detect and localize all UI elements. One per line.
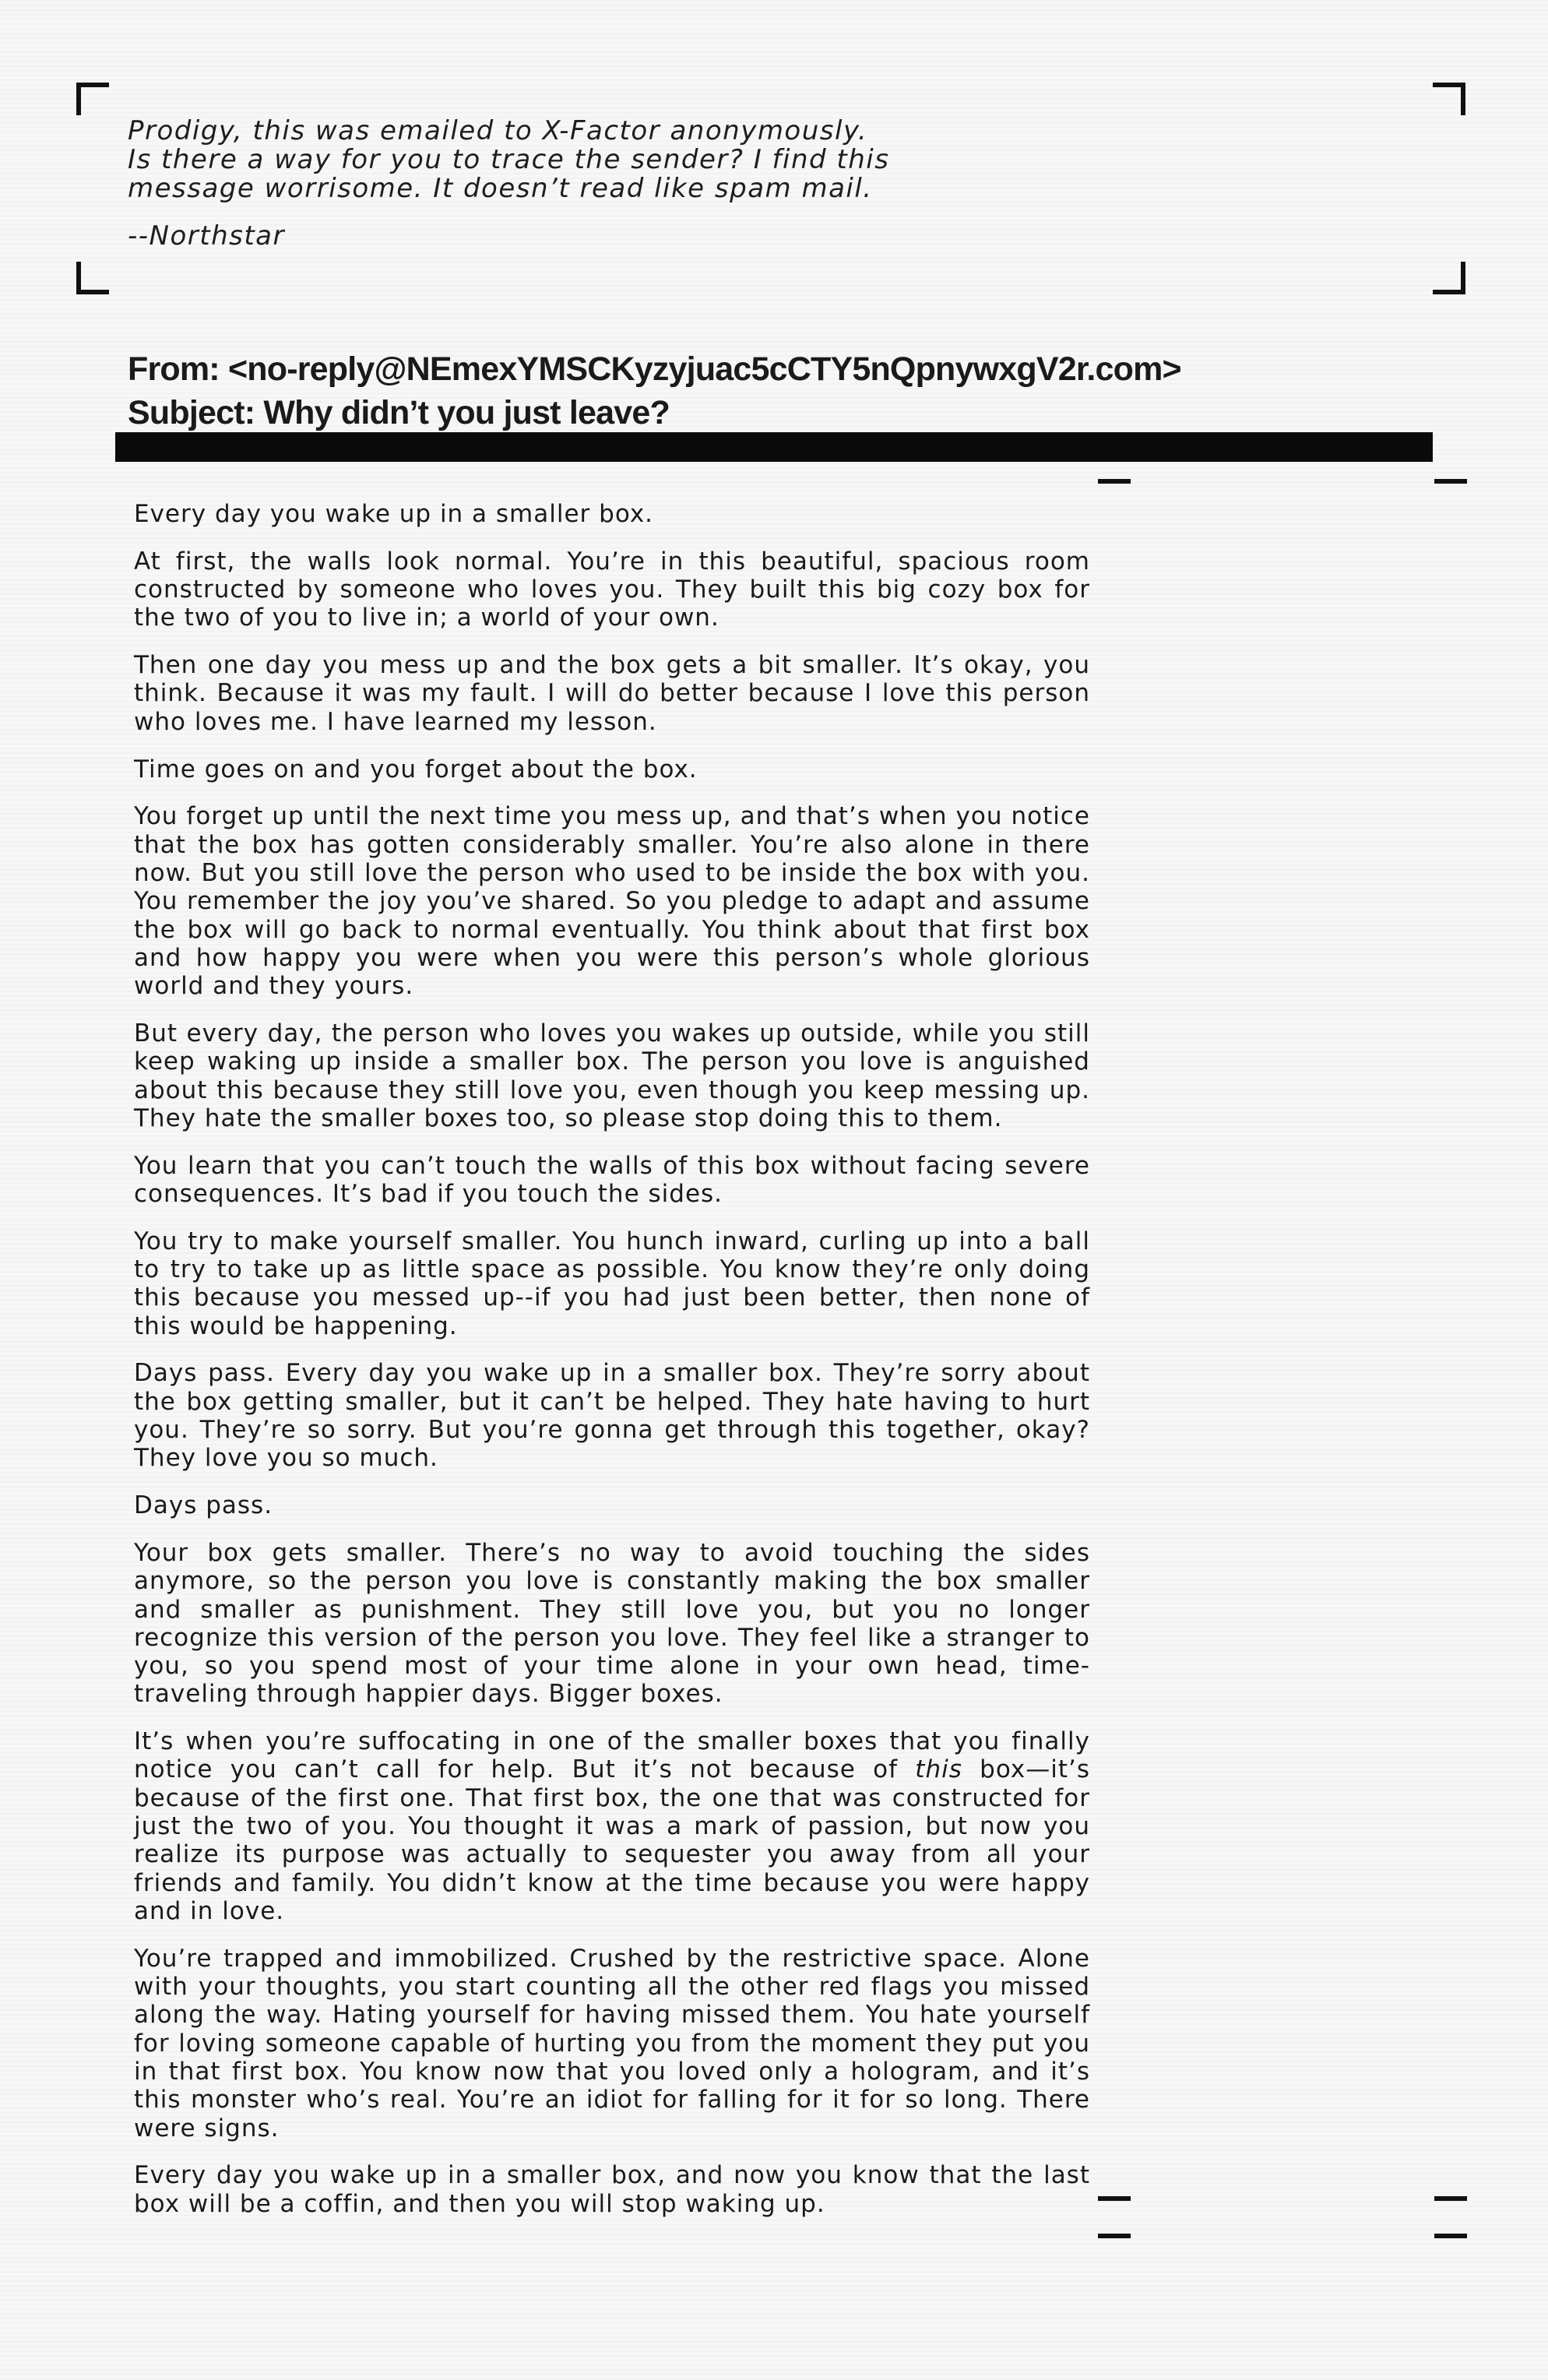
note-text (128, 117, 1078, 203)
note-line: Is there a way for you to trace the sender? I find this (128, 144, 890, 175)
note-signature: --Northstar (128, 220, 285, 252)
header-divider-bar (115, 432, 1433, 462)
note-line: message worrisome. It doesn’t read like spam mail. (128, 173, 873, 204)
corner-tick (1098, 2234, 1131, 2238)
frame-corner-bottom-left (76, 262, 109, 294)
subject-text: Why didn’t you just leave? (263, 394, 670, 431)
body-paragraph: You learn that you can’t touch the walls of this box without facing severe consequences. It’s bad if you touch the sides. (134, 1151, 1090, 1208)
body-paragraph: Time goes on and you forget about the box. (134, 755, 698, 783)
email-header (128, 347, 1514, 435)
body-paragraph (134, 1727, 1090, 1925)
corner-tick (1098, 479, 1131, 484)
frame-corner-top-right (1433, 83, 1465, 115)
body-paragraph: At first, the walls look normal. You’re in this beautiful, spacious room constructed by someone who loves you. They built this big cozy box for the two of you to live in; a world of your own. (134, 547, 1090, 632)
paragraph-text: It’s when you’re suffocating in one of the smaller boxes that you finally notice you can’t call for help. But it’s not because of (134, 1727, 1090, 1784)
body-paragraph: But every day, the person who loves you wakes up outside, while you still keep waking up inside a smaller box. The person you love is anguished about this because they still love you, even though you keep messing up. They hate the smaller boxes too, so please stop doing this to them. (134, 1019, 1090, 1132)
from-label: From: (128, 350, 220, 388)
subject-label: Subject: (128, 394, 255, 431)
body-paragraph: Days pass. (134, 1491, 273, 1520)
from-line (128, 347, 1514, 391)
body-paragraph: Then one day you mess up and the box gets a bit smaller. It’s okay, you think. Because it was my fault. I will do better because I love this person who loves me. I have learned my lesson. (134, 651, 1090, 736)
frame-corner-top-left (76, 83, 109, 115)
note-line: Prodigy, this was emailed to X-Factor anonymously. (128, 115, 868, 146)
frame-corner-bottom-right (1433, 262, 1465, 294)
italic-emphasis: this (915, 1755, 962, 1784)
body-paragraph: Every day you wake up in a smaller box, and now you know that the last box will be a coffin, and then you will stop waking up. (134, 2161, 1090, 2218)
corner-tick (1434, 479, 1467, 484)
body-paragraph: Days pass. Every day you wake up in a smaller box. They’re sorry about the box getting smaller, but it can’t be helped. They hate having to hurt you. They’re so sorry. But you’re gonna get through this together, okay? They love you so much. (134, 1359, 1090, 1473)
body-paragraph: You try to make yourself smaller. You hunch inward, curling up into a ball to try to take up as little space as possible. You know they’re only doing this because you messed up--if you had just been better, then none of this would be happening. (134, 1227, 1090, 1340)
subject-line (128, 391, 1514, 435)
body-paragraph: Your box gets smaller. There’s no way to avoid touching the sides anymore, so the person you love is constantly making the box smaller and smaller as punishment. They still love you, but you no longer recognize this version of the person you love. They feel like a stranger to you, so you spend most of your time alone in your own head, time-traveling through happier days. Bigger boxes. (134, 1538, 1090, 1709)
body-paragraph: Every day you wake up in a smaller box. (134, 500, 654, 528)
corner-tick (1098, 2196, 1131, 2201)
corner-tick (1434, 2196, 1467, 2201)
body-paragraph: You forget up until the next time you mess up, and that’s when you notice that the box has gotten considerably smaller. You’re also alone in there now. But you still love the person who used to be inside the box with you. You remember the joy you’ve shared. So you pledge to adapt and assume the box will go back to normal eventually. You think about that first box and how happy you were when you were this person’s whole glorious world and they yours. (134, 802, 1090, 1001)
body-paragraph: You’re trapped and immobilized. Crushed by the restrictive space. Alone with your thoughts, you start counting all the other red flags you missed along the way. Hating yourself for having missed them. You hate yourself for loving someone capable of hurting you from the moment they put you in that first box. You know now that you loved only a hologram, and it’s this monster who’s real. You’re an idiot for falling for it for so long. There were signs. (134, 1944, 1090, 2142)
corner-tick (1434, 2234, 1467, 2238)
sender-address: <no-reply@NEmexYMSCKyzyjuac5cCTY5nQpnywxgV2r.com> (227, 350, 1181, 388)
forwarding-note (128, 117, 1078, 269)
paragraph-text: box—it’s because of the first one. That first box, the one that was constructed for just the two of you. You thought it was a mark of passion, but now you realize its purpose was actually to sequester you away from all your friends and family. You didn’t know at the time because you were happy and in love. (134, 1755, 1090, 1925)
email-body (134, 500, 1090, 2237)
